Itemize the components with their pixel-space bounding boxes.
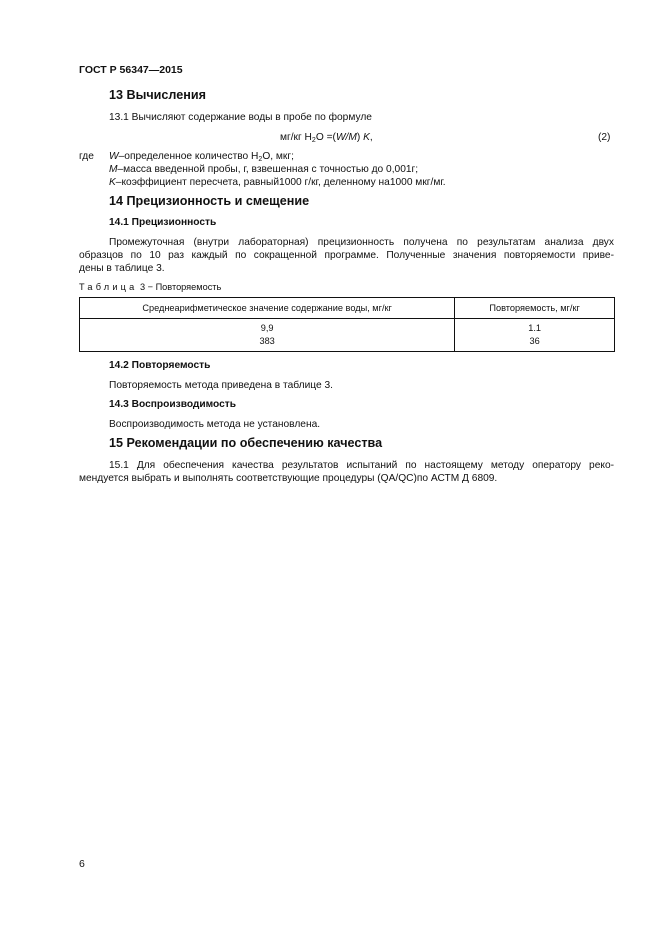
section-13-1-text: 13.1 Вычисляют содержание воды в пробе по формуле — [109, 112, 372, 123]
section-14-2-text: Повторяемость метода приведена в таблице 3. — [109, 380, 333, 391]
section-14-3-heading: 14.3 Воспроизводимость — [109, 399, 237, 410]
table-3 — [79, 297, 615, 352]
table-cell-repeatability-values: 1.1 36 — [455, 319, 615, 352]
section-14-heading: 14 Прецизионность и смещение — [109, 194, 310, 208]
where-label: где — [79, 151, 94, 162]
document-header: ГОСТ Р 56347—2015 — [79, 64, 183, 76]
section-14-1-line-1: Промежуточная (внутри лабораторная) прецизионность получена по результатам анализа двух — [109, 237, 614, 248]
page-number: 6 — [79, 858, 85, 870]
section-14-2-heading: 14.2 Повторяемость — [109, 360, 211, 371]
section-15-1-line-1: 15.1 Для обеспечения качества результатов испытаний по настоящему методу оператору реко- — [109, 460, 614, 471]
table-column-repeatability: Повторяемость, мг/кг — [455, 298, 615, 319]
definition-k: K–коэффициент пересчета, равный1000 г/кг, деленному на1000 мкг/мг. — [109, 177, 446, 188]
table-column-mean: Среднеарифметическое значение содержание воды, мг/кг — [80, 298, 455, 319]
table-3-caption: Таблица 3 − Повторяемость — [79, 282, 222, 292]
section-14-1-line-2: образцов по 10 раз каждый по сокращенной программе. Полученные значения повторяемости приве- — [79, 250, 614, 261]
section-14-3-text: Воспроизводимость метода не установлена. — [109, 419, 321, 430]
section-14-1-heading: 14.1 Прецизионность — [109, 217, 217, 228]
formula-number: (2) — [598, 132, 611, 143]
definition-m: M–масса введенной пробы, г, взвешенная с точностью до 0,001г; — [109, 164, 419, 175]
definition-w: W–определенное количество $H_2O$, мкг; — [109, 151, 294, 163]
section-15-1-line-2: мендуется выбрать и выполнять соответствующие процедуры (QA/QC)по АСТМ Д 6809. — [79, 473, 498, 484]
section-15-heading: 15 Рекомендации по обеспечению качества — [109, 436, 383, 450]
table-header-row — [80, 298, 615, 319]
table-cell-mean-values: 9,9 383 — [80, 319, 455, 352]
section-13-heading: 13 Вычисления — [109, 88, 206, 102]
section-14-1-line-3: дены в таблице 3. — [79, 263, 165, 274]
table-row — [80, 319, 615, 352]
formula: мг/кг $H_2O =(W/M)$ K, — [280, 132, 373, 144]
